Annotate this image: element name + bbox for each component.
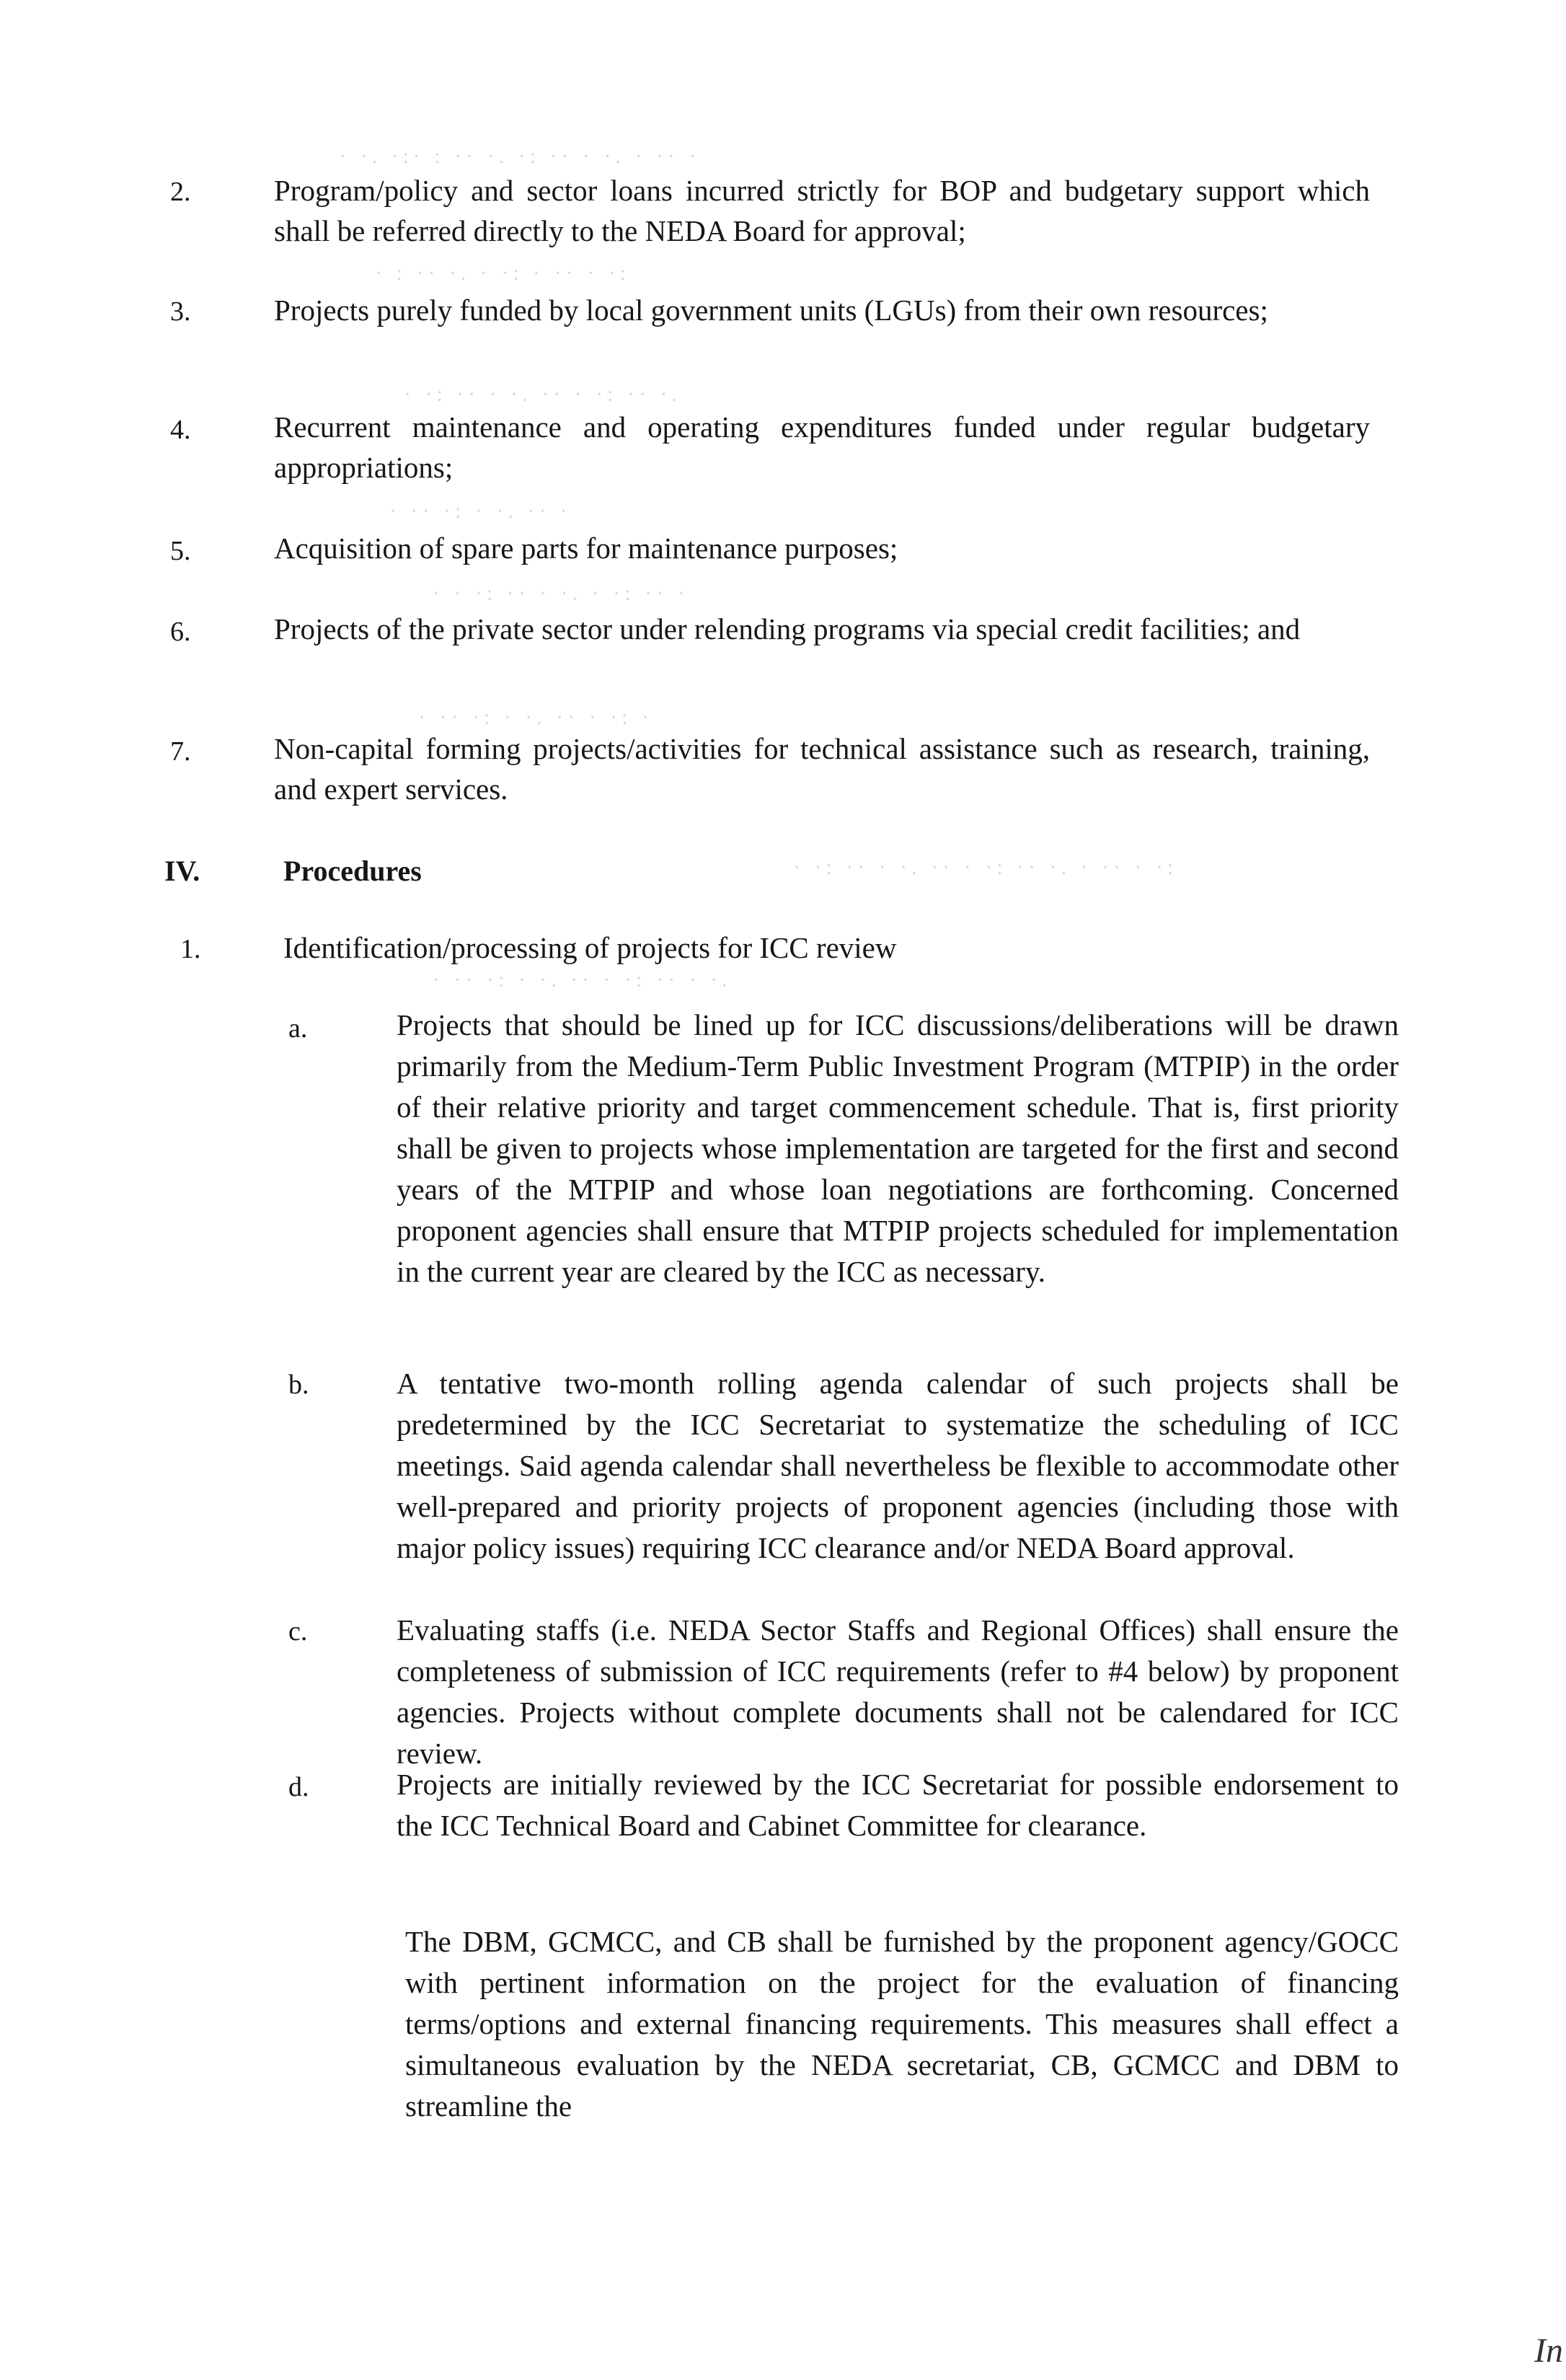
list-item-number: 3.: [170, 296, 191, 327]
scan-noise: · ·: ·· · ·. ·· · ·: ·· ·.: [404, 382, 682, 406]
scan-noise: · ·: ·· · ·. ·· · ·: ·· ·. · ·· · ·:: [793, 855, 1178, 879]
list-item-text: Projects purely funded by local government units (LGUs) from their own resources;: [274, 294, 1268, 327]
closing-paragraph: The DBM, GCMCC, and CB shall be furnished by the proponent agency/GOCC with pertinent information on the project for the evaluation of financing terms/options and external financing requirements. This measures shall effect a simultaneous evaluation by the NEDA secretariat, CB, GCMCC and DBM to streamline the: [405, 1925, 1399, 2123]
section-title: Procedures: [283, 855, 422, 887]
sub-item-letter: a.: [288, 1013, 308, 1044]
sub-item-text: Projects that should be lined up for ICC discussions/deliberations will be drawn primarily from the Medium-Term Public Investment Program (MTPIP) in the order of their relative priority and target commencement schedule. That is, first priority shall be given to projects whose implementation are targeted for the first and second years of the MTPIP and whose loan negotiations are forthcoming. Concerned proponent agencies shall ensure that MTPIP projects scheduled for implementation in the current year are cleared by the ICC as necessary.: [397, 1008, 1399, 1288]
sub-item-text: Evaluating staffs (i.e. NEDA Sector Staffs and Regional Offices) shall ensure the completeness of submission of ICC requirements (refer to #4 below) by proponent agencies. Projects without complete documents shall not be calendared for ICC review.: [397, 1613, 1399, 1770]
subsection-title: Identification/processing of projects for ICC review: [283, 931, 897, 964]
list-item-number: 2.: [170, 177, 191, 207]
list-item-number: 4.: [170, 415, 191, 445]
subsection-number: 1.: [180, 934, 201, 964]
sub-item-letter: d.: [288, 1772, 309, 1802]
list-item-number: 7.: [170, 736, 191, 767]
list-item-text: Recurrent maintenance and operating expenditures funded under regular budgetary appropriations;: [274, 410, 1370, 484]
scan-noise: · ·· ·: · ·. ·· ·: [389, 499, 572, 523]
sub-item-text: A tentative two-month rolling agenda calendar of such projects shall be predetermined by the ICC Secretariat to systematize the scheduling of ICC meetings. Said agenda calendar shall nevertheless be flexible to accommodate other well-prepared and priority projects of proponent agencies (including those with major policy issues) requiring ICC clearance and/or NEDA Board approval.: [397, 1367, 1399, 1564]
sub-item-letter: b.: [288, 1370, 309, 1400]
scan-noise: · ·· ·: · ·. ·· · ·: ·· · ·.: [433, 968, 732, 992]
scan-noise: · : ·· ·. · ·: · ·· · ·:: [375, 261, 630, 285]
scan-noise: · ·. ·:· : ·· ·. ·: ·· · ·. · ·· ·: [339, 144, 701, 168]
list-item-number: 6.: [170, 617, 191, 647]
list-item-text: Projects of the private sector under relending programs via special credit facilities; and: [274, 612, 1301, 645]
scan-noise: · ·· ·: · ·. ·· · ·: ·: [418, 705, 654, 729]
scan-noise: · · ·: ·· · ·. · ·: ·· ·: [433, 581, 689, 605]
list-item-text: Program/policy and sector loans incurred strictly for BOP and budgetary support which shall be referred directly to the NEDA Board for approval;: [274, 174, 1370, 247]
list-item-text: Acquisition of spare parts for maintenance purposes;: [274, 532, 898, 565]
list-item-number: 5.: [170, 536, 191, 566]
section-number: IV.: [164, 855, 200, 887]
page-mark: In: [1534, 2332, 1563, 2370]
list-item-text: Non-capital forming projects/activities for technical assistance such as research, training, and expert services.: [274, 732, 1370, 806]
sub-item-text: Projects are initially reviewed by the ICC Secretariat for possible endorsement to the ICC Technical Board and Cabinet Committee for clearance.: [397, 1768, 1399, 1842]
sub-item-letter: c.: [288, 1616, 308, 1647]
